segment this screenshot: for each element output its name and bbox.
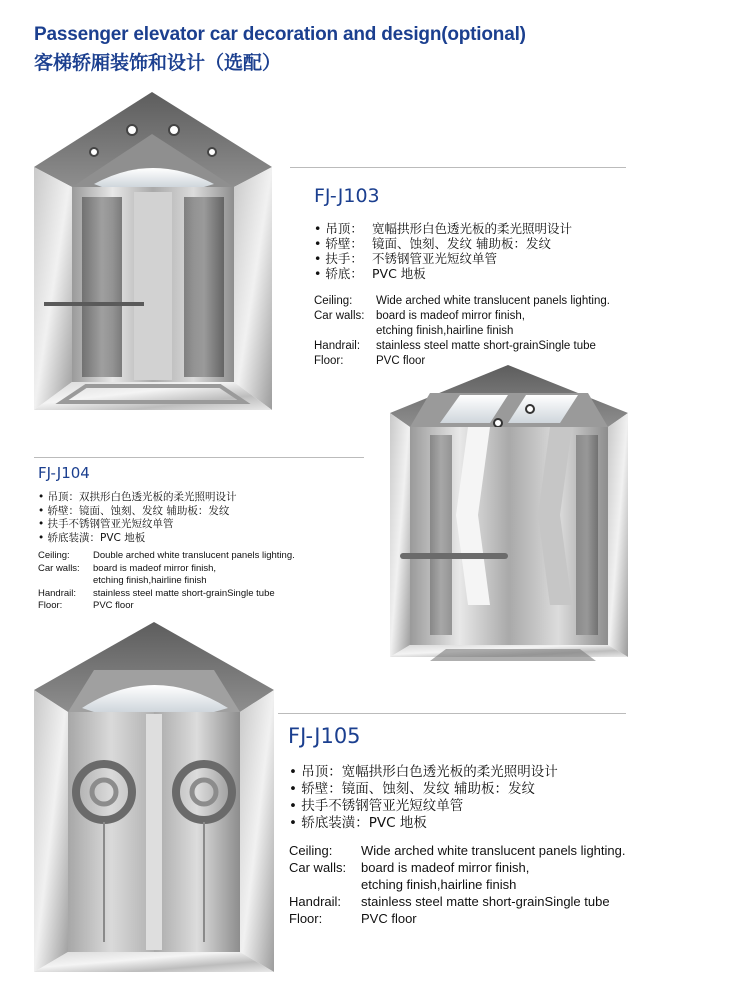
cn-spec-value: 轿底装潢：PVC 地板 <box>47 531 146 544</box>
en-spec-value: PVC floor <box>376 355 426 367</box>
page-title-cn: 客梯轿厢装饰和设计（选配） <box>34 52 282 74</box>
en-spec-key: Floor: <box>289 911 323 926</box>
cn-spec-label: • 轿壁： <box>314 236 363 251</box>
cn-spec-row <box>38 518 237 532</box>
cn-spec-list-j105 <box>289 764 558 832</box>
en-spec-key: Floor: <box>314 355 344 367</box>
cn-spec-label: • <box>289 781 302 797</box>
en-spec-key: Floor: <box>38 600 63 611</box>
en-spec-key: Car walls: <box>289 860 347 875</box>
en-spec-row <box>289 842 625 859</box>
cn-spec-value: 宽幅拱形白色透光板的柔光照明设计 <box>372 221 573 236</box>
en-spec-row <box>38 600 295 613</box>
cn-spec-value: 轿壁：镜面、蚀刻、发纹 辅助板：发纹 <box>301 781 536 797</box>
cn-spec-list-j104 <box>38 491 237 545</box>
en-spec-row <box>314 294 610 309</box>
en-spec-key: Ceiling: <box>314 295 353 307</box>
en-spec-value: Wide arched white translucent panels lighting. <box>361 843 626 858</box>
en-spec-row <box>289 859 625 876</box>
page-title-en: Passenger elevator car decoration and design(optional) <box>34 24 526 45</box>
cn-spec-list-j103 <box>314 221 572 281</box>
cn-spec-value: 轿底装潢：PVC 地板 <box>301 815 427 831</box>
en-spec-key: Car walls: <box>38 562 80 574</box>
en-spec-value: etching finish,hairline finish <box>361 877 517 892</box>
en-spec-key <box>314 324 376 339</box>
en-spec-key: Handrail: <box>38 587 77 599</box>
cn-spec-label: • 轿底： <box>314 266 363 281</box>
en-spec-row <box>314 339 610 354</box>
cn-spec-row <box>289 798 558 815</box>
elevator-image-j105 <box>34 622 274 978</box>
cn-spec-label: • <box>38 518 48 530</box>
elevator-image-j103 <box>34 92 272 422</box>
cn-spec-row <box>314 251 572 266</box>
elevator-image-j104 <box>390 365 628 667</box>
cn-spec-value: 镜面、蚀刻、发纹 辅助板：发纹 <box>372 236 551 251</box>
en-spec-value: board is madeof mirror finish, <box>361 860 530 875</box>
en-spec-row <box>289 893 625 910</box>
en-spec-value: stainless steel matte short-grainSingle tube <box>376 340 596 352</box>
divider-j103 <box>290 167 626 168</box>
cn-spec-label: • <box>38 531 48 544</box>
cn-spec-row <box>314 221 572 236</box>
en-spec-row <box>314 324 610 339</box>
cn-spec-label: • 扶手： <box>314 251 363 266</box>
en-spec-row <box>289 876 625 893</box>
en-spec-value: etching finish,hairline finish <box>376 325 514 337</box>
cn-spec-row <box>289 764 558 781</box>
cn-spec-label: • 吊顶： <box>314 221 363 236</box>
cn-spec-label: • <box>38 491 48 503</box>
cn-spec-value: 扶手不锈钢管亚光短纹单管 <box>301 798 464 814</box>
cn-spec-row <box>38 491 237 505</box>
cn-spec-value: 吊顶：双拱形白色透光板的柔光照明设计 <box>47 491 237 503</box>
cn-spec-value: 扶手不锈钢管亚光短纹单管 <box>47 518 174 530</box>
en-spec-value: PVC floor <box>93 600 134 611</box>
cn-spec-row <box>289 815 558 832</box>
en-spec-key: Car walls: <box>314 310 365 322</box>
en-spec-value: board is madeof mirror finish, <box>93 562 217 574</box>
en-spec-row <box>314 309 610 324</box>
cn-spec-value: 不锈钢管亚光短纹单管 <box>372 251 498 266</box>
cn-spec-value: 轿壁：镜面、蚀刻、发纹 辅助板：发纹 <box>47 504 230 517</box>
en-spec-row <box>38 550 295 563</box>
en-spec-key: Handrail: <box>289 894 342 909</box>
divider-j104 <box>34 457 364 458</box>
en-spec-key: Ceiling: <box>289 843 333 858</box>
en-spec-row <box>38 588 295 601</box>
en-spec-value: PVC floor <box>361 911 417 926</box>
cn-spec-row <box>314 266 572 281</box>
cn-spec-label: • <box>289 798 302 814</box>
model-name-j103: FJ-J103 <box>314 185 380 207</box>
en-spec-key <box>289 876 361 893</box>
en-spec-value: etching finish,hairline finish <box>93 575 207 586</box>
model-name-j104: FJ-J104 <box>38 464 90 482</box>
en-spec-key <box>38 575 93 588</box>
en-spec-row <box>38 575 295 588</box>
en-spec-row <box>289 910 625 927</box>
cn-spec-row <box>38 532 237 546</box>
en-spec-list-j103 <box>314 294 610 369</box>
cn-spec-row <box>289 781 558 798</box>
model-name-j105: FJ-J105 <box>288 724 361 748</box>
cn-spec-label: • <box>289 815 302 831</box>
cn-spec-row <box>38 505 237 519</box>
cn-spec-label: • <box>38 504 48 517</box>
en-spec-value: board is madeof mirror finish, <box>376 310 525 322</box>
divider-j105 <box>278 713 626 714</box>
en-spec-row <box>38 563 295 576</box>
en-spec-list-j105 <box>289 842 625 927</box>
en-spec-list-j104 <box>38 550 295 613</box>
en-spec-value: stainless steel matte short-grainSingle tube <box>361 894 610 909</box>
cn-spec-value: PVC 地板 <box>372 266 426 281</box>
en-spec-key: Ceiling: <box>38 550 70 561</box>
cn-spec-value: 吊顶：宽幅拱形白色透光板的柔光照明设计 <box>301 764 558 780</box>
en-spec-value: Double arched white translucent panels lighting. <box>93 550 295 561</box>
en-spec-value: Wide arched white translucent panels lighting. <box>376 295 610 307</box>
cn-spec-row <box>314 236 572 251</box>
cn-spec-label: • <box>289 764 302 780</box>
en-spec-value: stainless steel matte short-grainSingle tube <box>93 587 275 599</box>
en-spec-key: Handrail: <box>314 340 361 352</box>
